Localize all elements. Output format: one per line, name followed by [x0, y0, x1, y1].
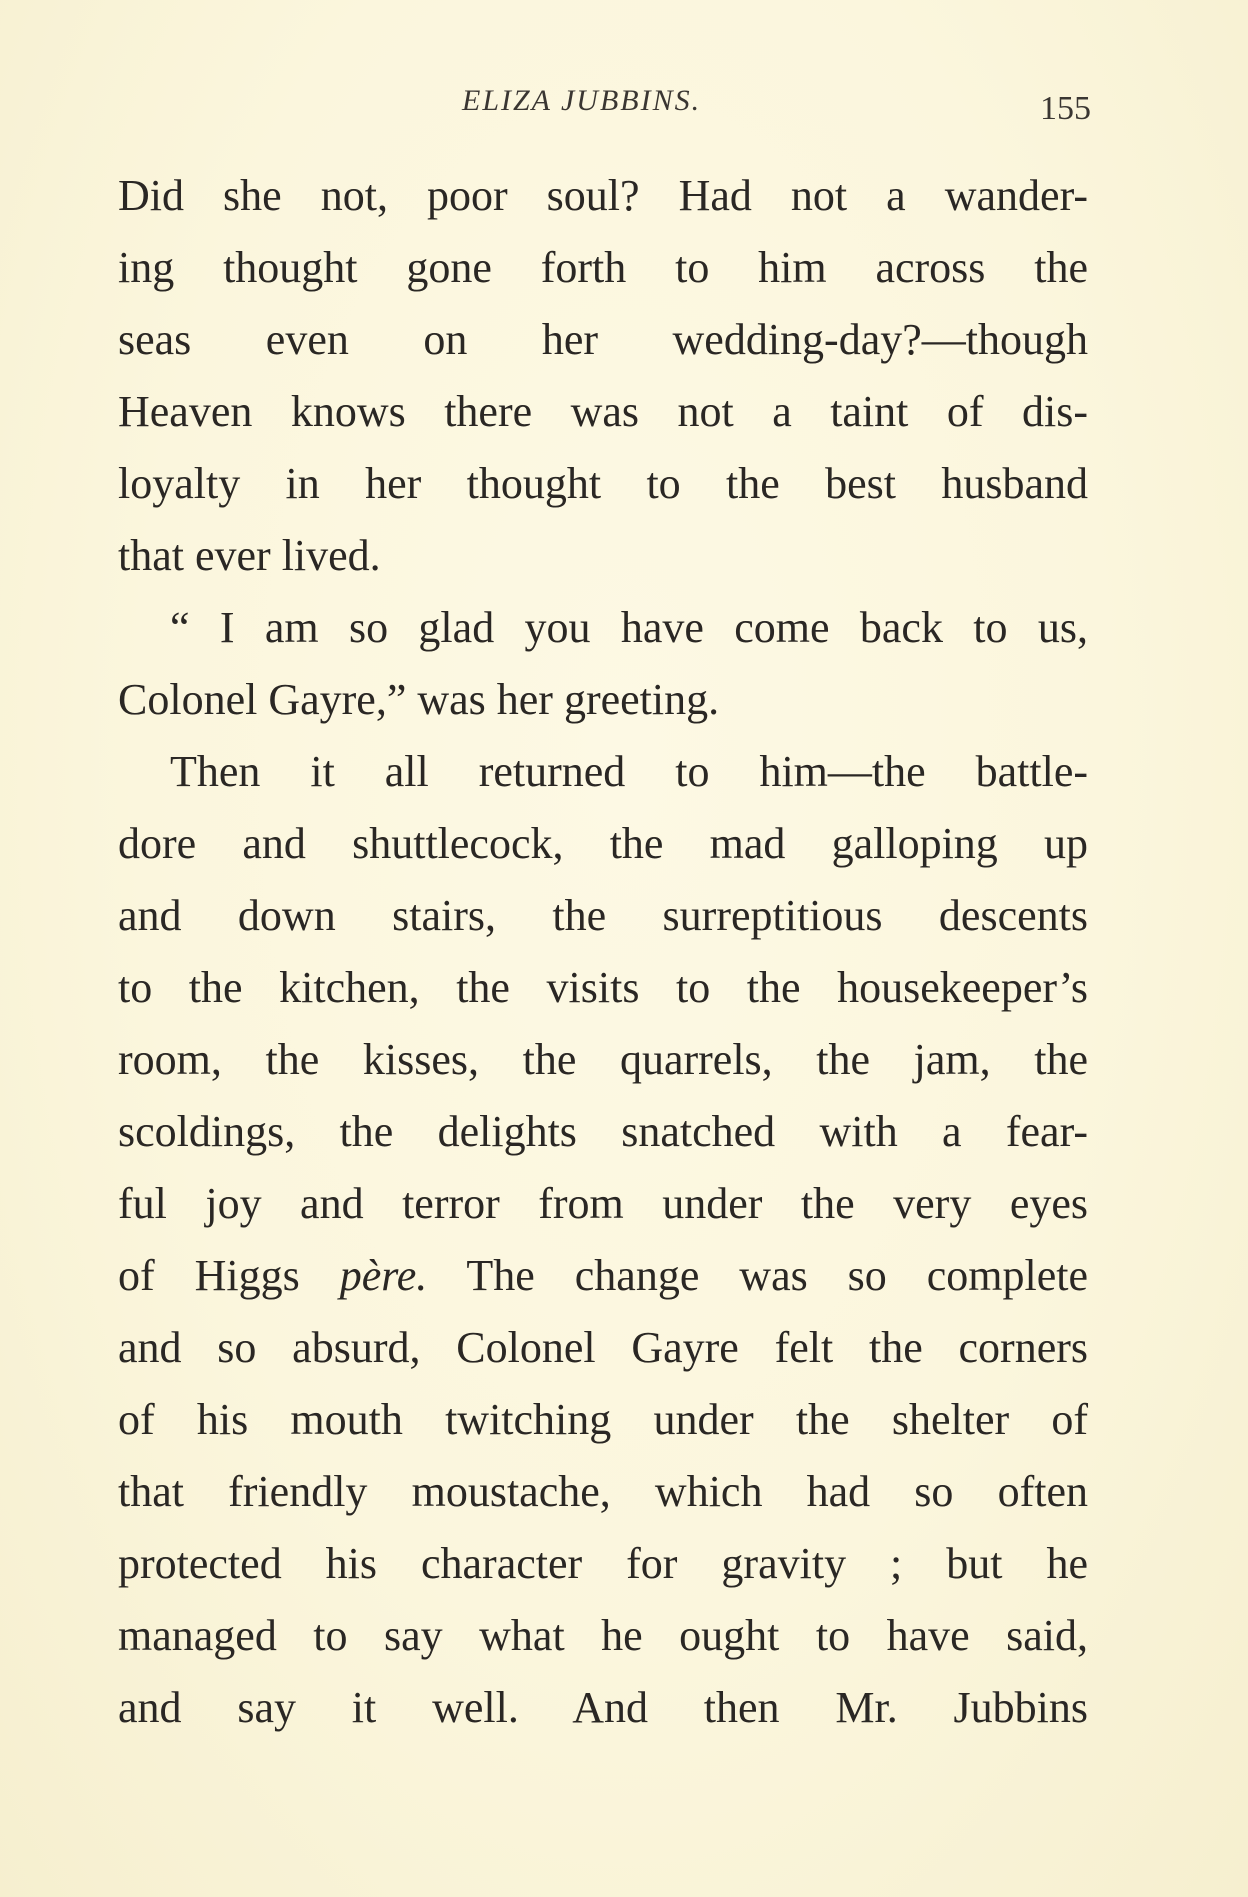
text-segment: of Higgs [118, 1251, 300, 1300]
text-line: Then it all returned to him—the battle- [170, 747, 1088, 796]
text-line: and down stairs, the surreptitious descents [118, 891, 1088, 940]
text-line: seas even on her wedding-day?—though [118, 315, 1088, 364]
text-line: Did she not, poor soul? Had not a wander- [118, 171, 1088, 220]
text-line: ing thought gone forth to him across the [118, 243, 1088, 292]
text-line: loyalty in her thought to the best husband [118, 459, 1088, 508]
page-header [0, 84, 1248, 134]
running-title: ELIZA JUBBINS. [462, 84, 702, 117]
text-line-mixed [118, 1240, 1088, 1312]
text-line: dore and shuttlecock, the mad galloping up [118, 819, 1088, 868]
text-line: of his mouth twitching under the shelter of [118, 1395, 1088, 1444]
page-number: 155 [1040, 90, 1091, 127]
text-line: ful joy and terror from under the very eyes [118, 1179, 1088, 1228]
italic-word: père. [339, 1251, 428, 1300]
text-line: room, the kisses, the quarrels, the jam, the [118, 1035, 1088, 1084]
text-line: scoldings, the delights snatched with a fear- [118, 1107, 1088, 1156]
text-line: and so absurd, Colonel Gayre felt the corners [118, 1323, 1088, 1372]
text-line: Heaven knows there was not a taint of dis- [118, 387, 1088, 436]
text-line: that friendly moustache, which had so often [118, 1467, 1088, 1516]
text-line: and say it well. And then Mr. Jubbins [118, 1683, 1088, 1732]
body-text [118, 160, 1088, 1744]
text-line: that ever lived. [118, 531, 381, 580]
text-segment: The change was so complete [466, 1251, 1088, 1300]
text-line: “ I am so glad you have come back to us, [170, 603, 1088, 652]
text-line: to the kitchen, the visits to the housekeeper’s [118, 963, 1088, 1012]
text-line: Colonel Gayre,” was her greeting. [118, 675, 720, 724]
text-line: protected his character for gravity ; but he [118, 1539, 1088, 1588]
text-line: managed to say what he ought to have said, [118, 1611, 1088, 1660]
